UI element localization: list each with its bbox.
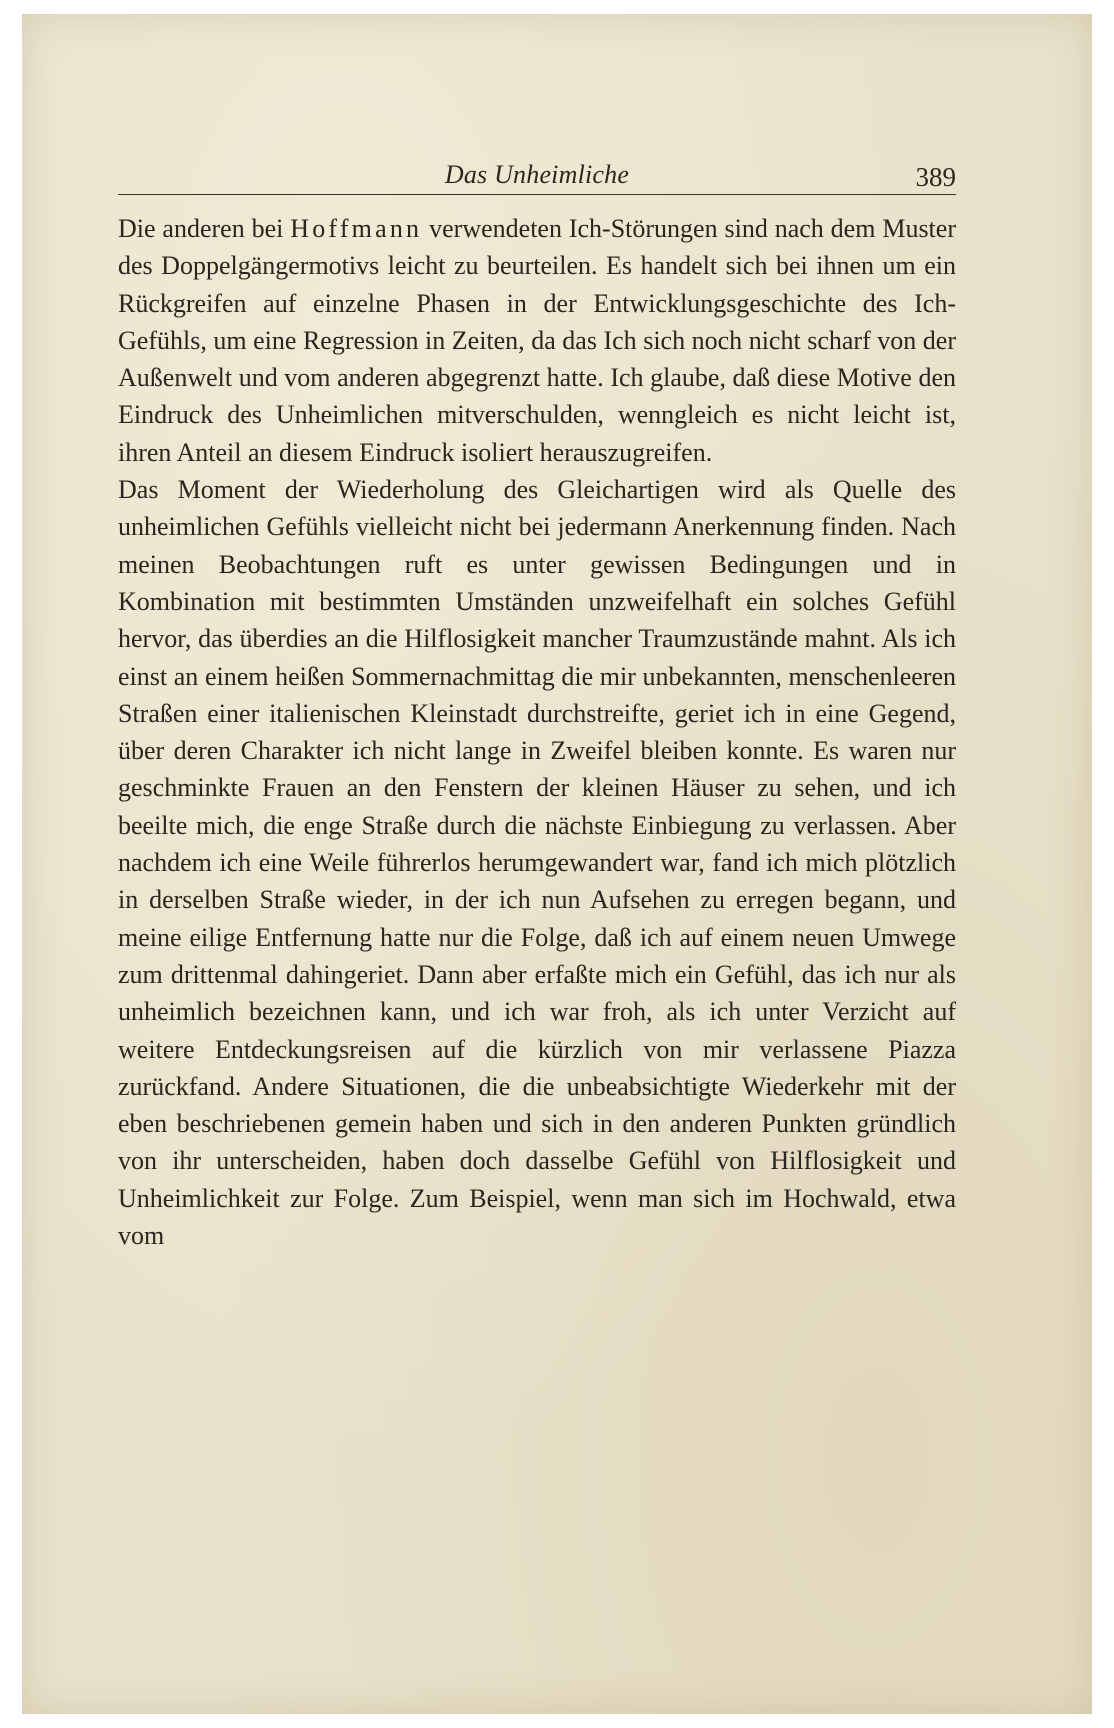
page-number: 389 bbox=[915, 162, 956, 192]
book-page bbox=[22, 14, 1092, 1714]
body-text bbox=[118, 210, 956, 1254]
paragraph-1 bbox=[118, 210, 956, 471]
paragraph-2: Das Moment der Wiederholung des Gleichartigen wird als Quelle des unheimlichen Gefühls vielleicht nicht bei jedermann Anerkennung finden. Nach meinen Beobachtungen ruft es unter gewissen Bedingungen und in Kombination mit bestimmten Umständen unzweifelhaft ein solches Gefühl hervor, das überdies an die Hilflosigkeit mancher Traumzustände mahnt. Als ich einst an einem heißen Sommernachmittag die mir unbekannten, menschenleeren Straßen einer italienischen Kleinstadt durchstreifte, geriet ich in eine Gegend, über deren Charakter ich nicht lange in Zweifel bleiben konnte. Es waren nur geschminkte Frauen an den Fenstern der kleinen Häuser zu sehen, und ich beeilte mich, die enge Straße durch die nächste Einbiegung zu verlassen. Aber nachdem ich eine Weile führerlos herumgewandert war, fand ich mich plötzlich in derselben Straße wieder, in der ich nun Aufsehen zu erregen begann, und meine eilige Entfernung hatte nur die Folge, daß ich auf einem neuen Umwege zum drittenmal dahingeriet. Dann aber erfaßte mich ein Gefühl, das ich nur als unheimlich bezeichnen kann, und ich war froh, als ich unter Verzicht auf weitere Entdeckungsreisen auf die kürzlich von mir verlassene Piazza zurückfand. Andere Situationen, die die unbeabsichtigte Wiederkehr mit der eben beschriebenen gemein haben und sich in den anderen Punkten gründlich von ihr unterscheiden, haben doch dasselbe Gefühl von Hilflosigkeit und Unheimlichkeit zur Folge. Zum Beispiel, wenn man sich im Hochwald, etwa vom bbox=[118, 475, 956, 1251]
running-head bbox=[118, 154, 956, 195]
paragraph-1-start: Die anderen bei bbox=[118, 214, 291, 243]
author-name-hoffmann: Hoffmann bbox=[290, 214, 423, 243]
running-title: Das Unheimliche bbox=[444, 160, 630, 189]
paragraph-1-rest: verwendeten Ich-Störungen sind nach dem Muster des Doppelgängermotivs leicht zu beurteilen. Es handelt sich bei ihnen um ein Rückgreifen auf einzelne Phasen in der Entwicklungsgeschichte des Ich-Gefühls, um eine Regression in Zeiten, da das Ich sich noch nicht scharf von der Außenwelt und vom anderen abgegrenzt hatte. Ich glaube, daß diese Motive den Eindruck des Unheimlichen mitverschulden, wenngleich es nicht leicht ist, ihren Anteil an diesem Eindruck isoliert herauszugreifen. bbox=[118, 214, 956, 467]
